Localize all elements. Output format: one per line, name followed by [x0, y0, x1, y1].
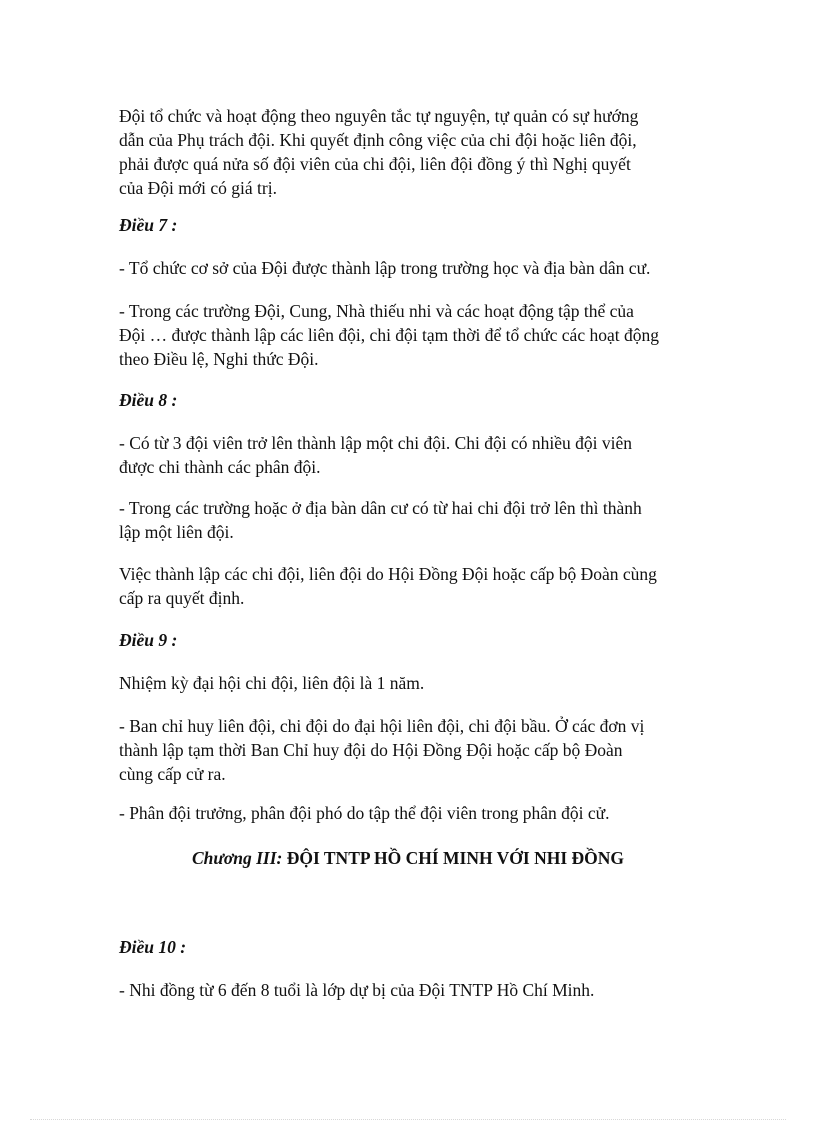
chapter-title: ĐỘI TNTP HỒ CHÍ MINH VỚI NHI ĐỒNG — [282, 848, 625, 868]
article-8-item-3 — [119, 562, 709, 610]
article-10-item-1 — [119, 978, 709, 1002]
text-line: được chi thành các phân đội. — [119, 457, 321, 477]
article-10-heading: Điều 10 : — [119, 937, 187, 957]
text-line: phải được quá nửa số đội viên của chi đội, liên đội đồng ý thì Nghị quyết — [119, 154, 631, 174]
text-line: lập một liên đội. — [119, 522, 234, 542]
chapter-label: Chương III: — [191, 848, 283, 868]
article-9-item-3 — [119, 801, 709, 825]
text-line: - Ban chỉ huy liên đội, chi đội do đại hội liên đội, chi đội bầu. Ở các đơn vị — [119, 716, 645, 736]
article-8-item-2 — [119, 496, 709, 544]
article-7-heading: Điều 7 : — [119, 215, 178, 235]
article-9-heading: Điều 9 : — [119, 630, 178, 650]
page-bottom-rule — [30, 1119, 786, 1120]
text-line: - Trong các trường Đội, Cung, Nhà thiếu nhi và các hoạt động tập thể của — [119, 301, 634, 321]
text-line: - Trong các trường hoặc ở địa bàn dân cư có từ hai chi đội trở lên thì thành — [119, 498, 642, 518]
article-7-item-1 — [119, 256, 709, 280]
text-line: dẫn của Phụ trách đội. Khi quyết định công việc của chi đội hoặc liên đội, — [119, 130, 637, 150]
text-line: Đội … được thành lập các liên đội, chi đội tạm thời để tổ chức các hoạt động — [119, 325, 659, 345]
article-9-item-2 — [119, 714, 709, 786]
paragraph-intro — [119, 104, 709, 200]
article-7-item-2 — [119, 299, 709, 371]
article-9-item-1 — [119, 671, 709, 695]
text-line: Đội tổ chức và hoạt động theo nguyên tắc tự nguyện, tự quản có sự hướng — [119, 106, 639, 126]
text-line: của Đội mới có giá trị. — [119, 178, 277, 198]
text-line: - Tổ chức cơ sở của Đội được thành lập trong trường học và địa bàn dân cư. — [119, 258, 651, 278]
text-line: theo Điều lệ, Nghi thức Đội. — [119, 349, 319, 369]
text-line: - Nhi đồng từ 6 đến 8 tuổi là lớp dự bị của Đội TNTP Hồ Chí Minh. — [119, 980, 595, 1000]
text-line: cùng cấp cử ra. — [119, 764, 226, 784]
text-line: - Phân đội trưởng, phân đội phó do tập thể đội viên trong phân đội cử. — [119, 803, 610, 823]
text-line: Nhiệm kỳ đại hội chi đội, liên đội là 1 năm. — [119, 673, 425, 693]
text-line: Việc thành lập các chi đội, liên đội do Hội Đồng Đội hoặc cấp bộ Đoàn cùng — [119, 564, 657, 584]
text-line: - Có từ 3 đội viên trở lên thành lập một chi đội. Chi đội có nhiều đội viên — [119, 433, 633, 453]
article-8-item-1 — [119, 431, 709, 479]
article-8-heading: Điều 8 : — [119, 390, 178, 410]
chapter-heading — [0, 846, 816, 870]
text-line: cấp ra quyết định. — [119, 588, 245, 608]
text-line: thành lập tạm thời Ban Chỉ huy đội do Hội Đồng Đội hoặc cấp bộ Đoàn — [119, 740, 623, 760]
